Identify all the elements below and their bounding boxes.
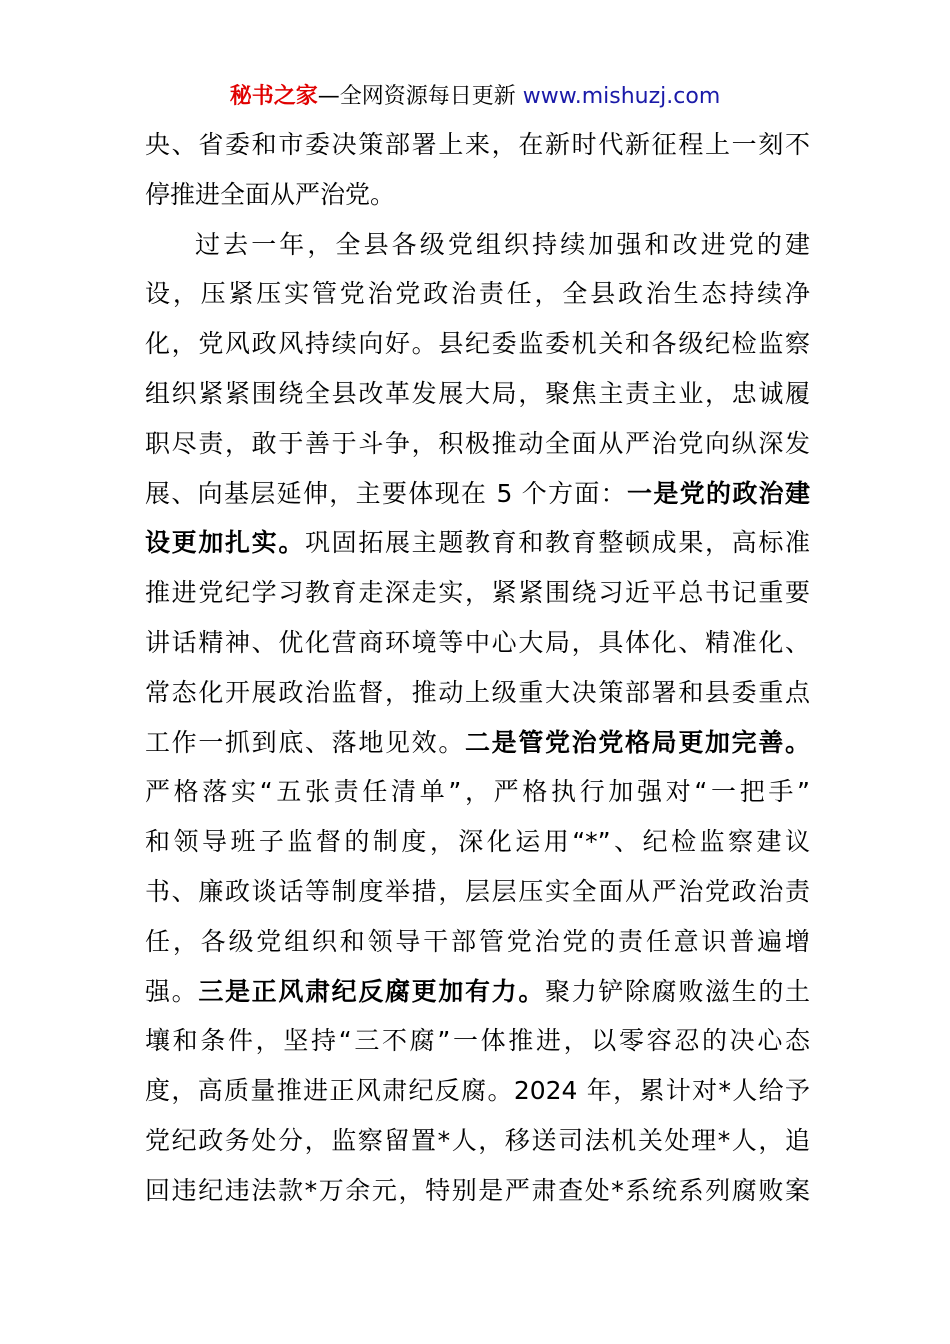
body-text-segment: 任，各级党组织和领导干部管党治党的责任意识普遍增 (145, 926, 810, 956)
body-text-segment: 过去一年，全县各级党组织持续加强和改进党的建 (195, 229, 810, 259)
text-line (145, 518, 810, 568)
body-text-segment: 推进党纪学习教育走深走实，紧紧围绕习近平总书记重要 (145, 578, 810, 608)
text-line (145, 817, 810, 867)
text-line (145, 1066, 810, 1116)
text-line (145, 618, 810, 668)
bold-heading-text: 三是正风肃纪反腐更加有力。 (198, 976, 545, 1006)
text-line (145, 1016, 810, 1066)
body-text-segment: 央、省委和市委决策部署上来，在新时代新征程上一刻不 (145, 130, 810, 159)
text-line (145, 718, 810, 768)
body-text-segment: 展、向基层延伸，主要体现在 5 个方面： (145, 478, 628, 508)
site-header (0, 82, 950, 112)
site-url-link[interactable]: www.mishuzj.com (522, 84, 721, 109)
body-text-segment: 停推进全面从严治党。 (145, 179, 396, 209)
body-text-segment: 巩固拓展主题教育和教育整顿成果，高标准 (305, 528, 810, 558)
text-line (145, 419, 810, 469)
text-line (145, 668, 810, 718)
text-line (145, 269, 810, 319)
bold-heading-text: 二是管党治党格局更加完善。 (465, 727, 810, 757)
body-text-segment: 讲话精神、优化营商环境等中心大局，具体化、精准化、 (145, 627, 810, 657)
text-line (145, 867, 810, 917)
body-text-segment: 回违纪违法款*万余元，特别是严肃查处*系统系列腐败案 (145, 1175, 810, 1205)
body-text-segment: 职尽责，敢于善于斗争，积极推动全面从严治党向纵深发 (145, 428, 810, 458)
body-text-segment: 强。 (145, 976, 199, 1006)
body-text-segment: 设，压紧压实管党治党政治责任，全县政治生态持续净 (145, 279, 810, 309)
body-text-segment: 度，高质量推进正风肃纪反腐。2024 年，累计对*人给予 (145, 1076, 810, 1106)
body-text-segment: 聚力铲除腐败滋生的土 (545, 976, 810, 1006)
text-line (145, 767, 810, 817)
text-line (145, 568, 810, 618)
text-line (145, 120, 810, 170)
document-body (145, 120, 810, 1216)
body-text-segment: 党纪政务处分，监察留置*人，移送司法机关处理*人，追 (145, 1125, 810, 1155)
text-line (145, 170, 810, 220)
body-text-segment: 壤和条件，坚持“三不腐”一体推进，以零容忍的决心态 (145, 1026, 810, 1056)
text-line (145, 917, 810, 967)
text-line (145, 220, 810, 270)
body-text-segment: 严格落实“五张责任清单”，严格执行加强对“一把手” (145, 777, 810, 807)
text-line (145, 1166, 810, 1216)
text-line (145, 469, 810, 519)
body-text-segment: 和领导班子监督的制度，深化运用“*”、纪检监察建议 (145, 827, 810, 857)
text-line (145, 369, 810, 419)
body-text-segment: 化，党风政风持续向好。县纪委监委机关和各级纪检监察 (145, 329, 810, 359)
site-tagline: —全网资源每日更新 (317, 84, 516, 109)
bold-heading-text: 一是党的政治建 (627, 478, 810, 508)
body-text-segment: 书、廉政谈话等制度举措，层层压实全面从严治党政治责 (145, 876, 810, 906)
site-brand: 秘书之家 (229, 84, 318, 109)
bold-heading-text: 设更加扎实。 (145, 528, 305, 558)
text-line (145, 1116, 810, 1166)
body-text-segment: 工作一抓到底、落地见效。 (145, 727, 465, 757)
body-text-segment: 常态化开展政治监督，推动上级重大决策部署和县委重点 (145, 677, 810, 707)
text-line (145, 967, 810, 1017)
body-text-segment: 组织紧紧围绕全县改革发展大局，聚焦主责主业，忠诚履 (145, 378, 810, 408)
text-line (145, 319, 810, 369)
